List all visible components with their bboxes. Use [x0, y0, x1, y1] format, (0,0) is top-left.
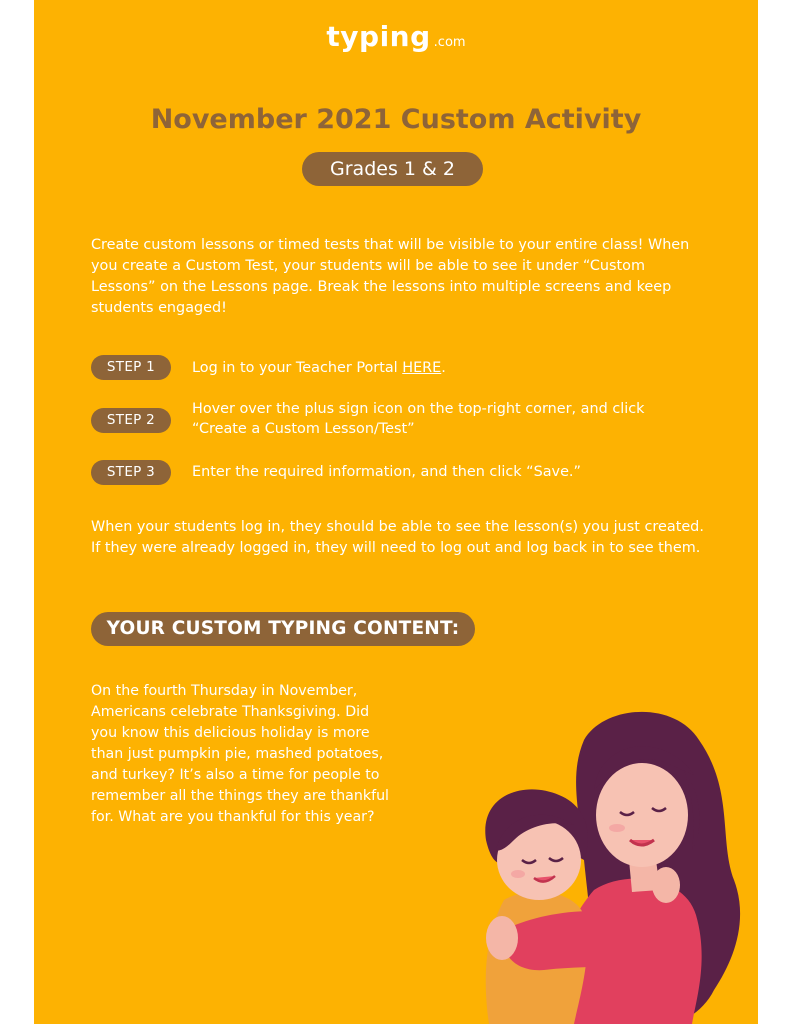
activity-page — [34, 0, 758, 1024]
step-1-text-after: . — [441, 360, 446, 376]
logo-word: typing — [326, 20, 431, 53]
step-1-text — [192, 358, 692, 378]
step-1-badge: STEP 1 — [91, 355, 171, 380]
step-2-text: Hover over the plus sign icon on the top-right corner, and click “Create a Custom Lesson/Test” — [192, 401, 645, 437]
mother-child-hug-illustration — [434, 700, 758, 1024]
teacher-portal-link[interactable]: HERE — [402, 360, 442, 376]
step-3-badge: STEP 3 — [91, 460, 171, 485]
typing-logo — [34, 20, 758, 53]
intro-paragraph: Create custom lessons or timed tests that will be visible to your entire class! When you create a Custom Test, your students will be able to see it under “Custom Lessons” on the Lessons page. Break the lessons into multiple screens and keep students engaged! — [91, 237, 690, 316]
step-2-badge: STEP 2 — [91, 408, 171, 433]
typing-content-story: On the fourth Thursday in November, Americans celebrate Thanksgiving. Did you know this delicious holiday is more than just pumpkin pie, mashed potatoes, and turkey? It’s also a time for people to remember all the things they are thankful for. What are you thankful for this year? — [91, 683, 389, 825]
logo-suffix: .com — [433, 35, 466, 50]
custom-content-heading: YOUR CUSTOM TYPING CONTENT: — [91, 612, 475, 646]
step-3-text: Enter the required information, and then click “Save.” — [192, 464, 581, 480]
step-1-text-before: Log in to your Teacher Portal — [192, 360, 403, 376]
outro-paragraph: When your students log in, they should be able to see the lesson(s) you just created. If they were already logged in, they will need to log out and log back in to see them. — [91, 519, 704, 556]
grades-badge: Grades 1 & 2 — [302, 152, 483, 186]
page-title: November 2021 Custom Activity — [150, 104, 642, 135]
